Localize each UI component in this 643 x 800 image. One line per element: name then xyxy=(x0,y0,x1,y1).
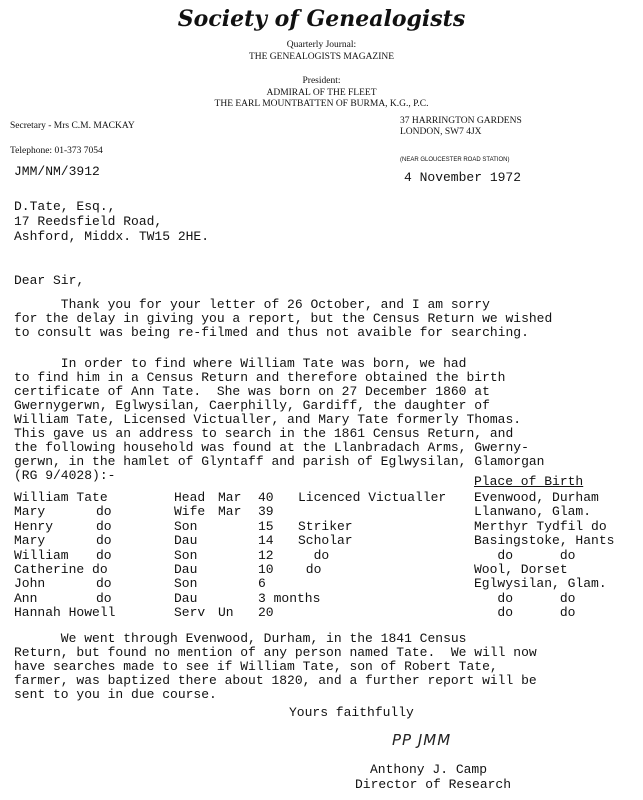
census-cell-name: William Tate xyxy=(14,490,108,505)
census-cell-age: 6 xyxy=(258,576,266,592)
president-label: President: xyxy=(302,76,341,86)
census-cell-occ: Licenced Victualler xyxy=(298,490,447,505)
recipient-line: 17 Reedsfield Road, xyxy=(14,214,163,229)
census-cell-name: William xyxy=(14,547,69,563)
letter-date: 4 November 1972 xyxy=(404,170,522,185)
census-cell-rel: Dau xyxy=(174,533,198,549)
census-cell-name: Catherine do xyxy=(14,562,108,577)
census-cell-rel: Son xyxy=(174,547,198,563)
president-title: ADMIRAL OF THE FLEET xyxy=(266,88,377,98)
para2-line: In order to find where William Tate was born, we had xyxy=(14,356,467,371)
para2-line: to find him in a Census Return and therefore obtained the birth xyxy=(14,370,506,385)
census-cell-cond: Un xyxy=(218,605,234,621)
census-cell-do: do xyxy=(96,518,112,534)
para3-line: We went through Evenwood, Durham, in the 1841 Census xyxy=(14,631,467,646)
census-cell-age: 12 xyxy=(258,547,274,563)
para2-line: This gave us an address to search in the 1861 Census Return, and xyxy=(14,426,514,441)
para2-line: certificate of Ann Tate. She was born on 27 December 1860 at xyxy=(14,384,490,399)
para2-line: Gwernygerwn, Eglwysilan, Caerphilly, Gardiff, the daughter of xyxy=(14,398,490,413)
census-cell-birth: Eglwysilan, Glam. xyxy=(474,576,607,592)
para2-line: the following household was found at the Llanbradach Arms, Gwerny- xyxy=(14,440,529,455)
para1-line: to consult was being re-filmed and thus not avaible for searching. xyxy=(14,325,529,340)
recipient-line: D.Tate, Esq., xyxy=(14,199,116,214)
para2-line: gerwn, in the hamlet of Glyntaff and parish of Eglwysilan, Glamorgan xyxy=(14,454,545,469)
census-cell-birth: Merthyr Tydfil do xyxy=(474,518,607,534)
signatory-name: Anthony J. Camp xyxy=(370,762,488,777)
census-cell-age: 20 xyxy=(258,605,274,621)
census-cell-birth: do do xyxy=(474,590,576,606)
census-cell-do: do xyxy=(96,504,112,520)
census-cell-cond: Mar xyxy=(218,490,242,505)
census-cell-occ: Scholar xyxy=(298,533,353,549)
address-line-1: 37 HARRINGTON GARDENS xyxy=(400,116,522,126)
census-cell-do: do xyxy=(96,590,112,606)
para3-line: have searches made to see if William Tate, son of Robert Tate, xyxy=(14,659,498,674)
census-header-place-of-birth: Place of Birth xyxy=(474,474,584,489)
para2-line: William Tate, Licensed Victualler, and Mary Tate formerly Thomas. xyxy=(14,412,522,427)
census-cell-name: Hannah Howell xyxy=(14,605,116,621)
census-cell-birth: do do xyxy=(474,547,576,563)
para2-line: (RG 9/4028):- xyxy=(14,468,116,483)
reference-number: JMM/NM/3912 xyxy=(14,164,100,179)
census-cell-name: Mary xyxy=(14,504,46,520)
census-cell-age: 14 xyxy=(258,533,274,549)
secretary: Secretary - Mrs C.M. MACKAY xyxy=(10,121,135,131)
census-cell-rel: Serv xyxy=(174,605,206,621)
census-cell-age: 39 xyxy=(258,504,274,520)
census-cell-rel: Son xyxy=(174,518,198,534)
census-cell-rel: Wife xyxy=(174,504,206,520)
census-cell-rel: Son xyxy=(174,576,198,592)
journal-label: Quarterly Journal: xyxy=(286,40,357,50)
census-cell-name: Ann xyxy=(14,590,38,606)
census-cell-birth: Evenwood, Durham xyxy=(474,490,599,505)
census-cell-do: do xyxy=(96,533,112,549)
census-cell-rel: Dau xyxy=(174,590,198,606)
para1-line: Thank you for your letter of 26 October, and I am sorry xyxy=(14,297,490,312)
para1-line: for the delay in giving you a report, but the Census Return we wished xyxy=(14,311,553,326)
para3-line: Return, but found no mention of any person named Tate. We will now xyxy=(14,645,537,660)
census-cell-age: 3 months xyxy=(258,590,321,606)
census-cell-rel: Head xyxy=(174,490,206,505)
address-note: (NEAR GLOUCESTER ROAD STATION) xyxy=(400,157,510,163)
recipient-line: Ashford, Middx. TW15 2HE. xyxy=(14,229,210,244)
census-cell-occ: do xyxy=(298,547,330,563)
census-cell-occ: Striker xyxy=(298,518,353,534)
census-cell-birth: Llanwano, Glam. xyxy=(474,504,592,520)
census-cell-do: do xyxy=(96,576,112,592)
census-cell-age: 10 xyxy=(258,562,274,577)
census-cell-name: Henry xyxy=(14,518,54,534)
para3-line: farmer, was baptized there about 1820, and a further report will be xyxy=(14,673,537,688)
journal-name: THE GENEALOGISTS MAGAZINE xyxy=(248,52,395,62)
closing: Yours faithfully xyxy=(289,705,414,720)
society-title: Society of Genealogists xyxy=(177,6,466,32)
census-cell-name: Mary xyxy=(14,533,46,549)
census-cell-birth: Basingstoke, Hants xyxy=(474,533,615,549)
census-cell-age: 15 xyxy=(258,518,274,534)
census-cell-birth: Wool, Dorset xyxy=(474,562,568,577)
census-cell-rel: Dau xyxy=(174,562,198,577)
census-cell-do: do xyxy=(96,547,112,563)
census-cell-age: 40 xyxy=(258,490,274,505)
census-cell-occ: do xyxy=(298,562,322,577)
telephone: Telephone: 01-373 7054 xyxy=(10,146,103,156)
para3-line: sent to you in due course. xyxy=(14,687,217,702)
salutation: Dear Sir, xyxy=(14,273,85,288)
signatory-title: Director of Research xyxy=(355,777,512,792)
census-cell-cond: Mar xyxy=(218,504,242,520)
president-name: THE EARL MOUNTBATTEN OF BURMA, K.G., P.C. xyxy=(214,99,429,109)
census-cell-birth: do do xyxy=(474,605,576,621)
census-cell-name: John xyxy=(14,576,46,592)
address-line-2: LONDON, SW7 4JX xyxy=(400,127,482,137)
signature: PP JMM xyxy=(392,731,452,749)
